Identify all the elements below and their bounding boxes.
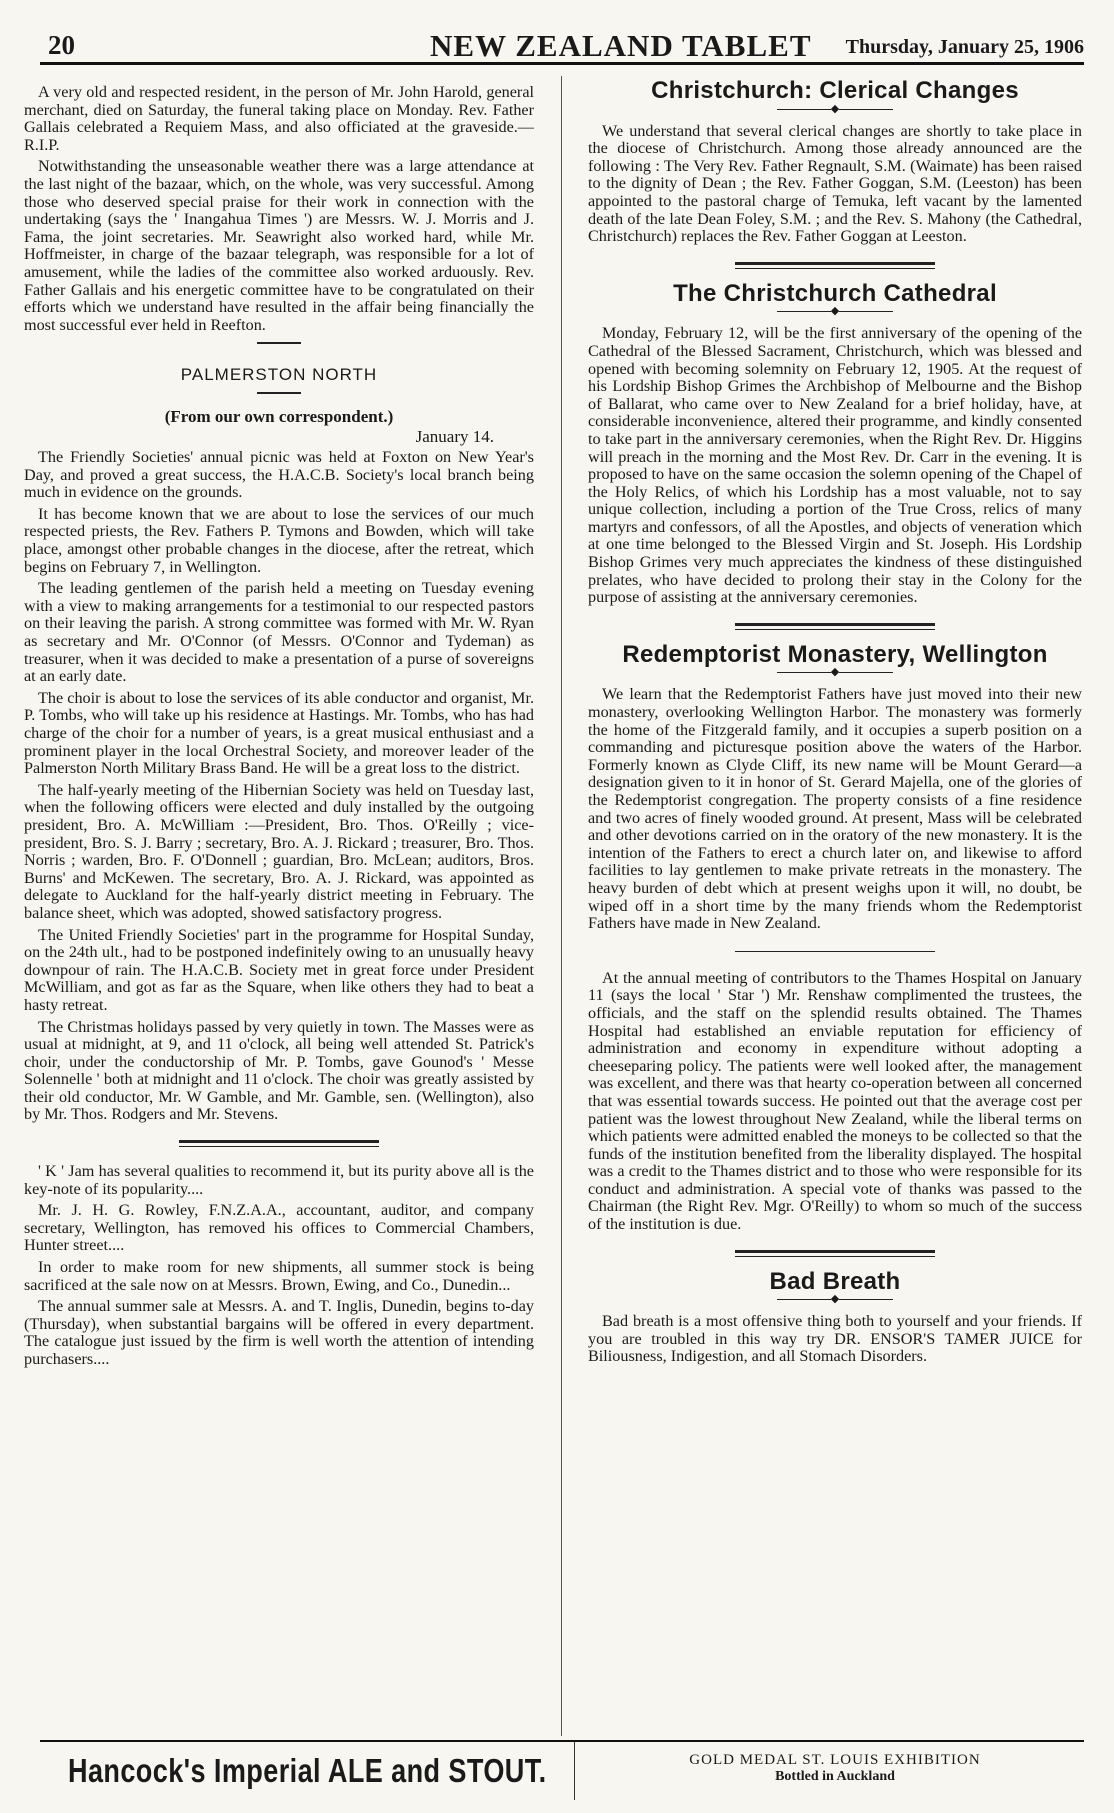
heading-underline bbox=[257, 392, 301, 394]
correspondent-byline: (From our own correspondent.) bbox=[164, 406, 394, 426]
cathedral-heading: The Christchurch Cathedral bbox=[673, 279, 997, 307]
newspaper-title: NEW ZEALAND TABLET bbox=[430, 28, 812, 63]
gold-medal-advert bbox=[600, 1752, 1070, 1785]
notice-paragraph: ' K ' Jam has several qualities to recommend it, but its purity above all is the key-note of its popularity.... bbox=[24, 1162, 534, 1198]
double-rule-divider bbox=[735, 623, 935, 630]
footer-divider bbox=[574, 1742, 575, 1800]
harold-paragraph: A very old and respected resident, in the person of Mr. John Harold, general merchant, died on Saturday, the funeral taking place on Monday. Rev. Father Gallais celebrated a Requiem Mass, and also officiated at the graveside.—R.I.P. bbox=[24, 83, 534, 154]
double-rule-divider bbox=[735, 262, 935, 269]
advert-line: Bottled in Auckland bbox=[775, 1769, 895, 1784]
article-paragraph: Monday, February 12, will be the first anniversary of the opening of the Cathedral of the Blessed Sacrament, Christchurch, which was blessed and opened with becoming solemnity on February 12, 1905. At the request of his Lordship Bishop Grimes the Archbishop of Melbourne and the Bishop of Ballarat, who came over to New Zealand for a brief holiday, have, at considerable inconvenience, altered their programme, and kindly consented to take part in the anniversary ceremonies, when the Right Rev. Dr. Higgins will preach in the morning and the Most Rev. Dr. Carr in the evening. It is proposed to have on the same occasion the solemn opening of the Chapel of the Holy Relics, of which his Lordship has a most valuable, not to say unique collection, including a portion of the True Cross, relics of many martyrs and confessors, of all the Apostles, and objects of veneration which at one time belonged to the Blessed Virgin and St. Joseph. His Lordship Bishop Grimes very much appreciates the kindness of these distinguished prelates, who have decided to prolong their stay in the Colony for the purpose of assisting at the anniversary ceremonies. bbox=[588, 324, 1082, 607]
section-divider bbox=[735, 951, 935, 952]
double-rule-divider bbox=[179, 1140, 379, 1147]
article-paragraph: The Friendly Societies' annual picnic was held at Foxton on New Year's Day, and proved a great success, the H.A.C.B. Society's local branch being much in evidence on the grounds. bbox=[24, 448, 534, 502]
notice-paragraph: Mr. J. H. G. Rowley, F.N.Z.A.A., accountant, auditor, and company secretary, Wellington, has removed his offices to Commercial Chambers, Hunter street.... bbox=[24, 1201, 534, 1255]
diamond-ornament: ◆ bbox=[588, 104, 1082, 115]
section-divider bbox=[257, 342, 301, 344]
article-paragraph: It has become known that we are about to lose the services of our much respected priests, the Rev. Fathers P. Tymons and Bowden, which will take place, amongst other probable changes in the diocese, after the retreat, which begins on February 7, in Wellington. bbox=[24, 504, 534, 576]
article-paragraph: The leading gentlemen of the parish held a meeting on Tuesday evening with a view to making arrangements for a testimonial to our respected pastors on their leaving the parish. A strong committee was formed with Mr. W. Ryan as secretary and Mr. O'Connor (of Messrs. O'Connor and Tydeman) as treasurer, when it was decided to make a presentation of a purse of sovereigns at an early date. bbox=[24, 579, 534, 686]
notice-paragraph: In order to make room for new shipments, all summer stock is being sacrificed at the sale now on at Messrs. Brown, Ewing, and Co., Dunedin... bbox=[24, 1258, 534, 1294]
left-column bbox=[24, 84, 534, 1373]
article-paragraph: The half-yearly meeting of the Hibernian Society was held on Tuesday last, when the following officers were elected and duly installed by the outgoing president, Bro. A. McWilliam :—President, Bro. Thos. O'Reilly ; vice-president, Bro. S. J. Barry ; secretary, Bro. A. J. Rickard ; treasurer, Bro. Thos. Norris ; warden, Bro. F. O'Donnell ; guardian, Bro. McLean; auditors, Bros. Burns' and McKewen. The secretary, Bro. A. J. Rickard, was appointed as delegate to Auckland for the half-yearly district meeting in February. The balance sheet, which was adopted, showed satisfactory progress. bbox=[24, 780, 534, 922]
advert-line: GOLD MEDAL ST. LOUIS EXHIBITION bbox=[689, 1752, 981, 1768]
column-divider bbox=[561, 76, 562, 1736]
double-rule-divider bbox=[735, 1250, 935, 1257]
redemptorist-heading: Redemptorist Monastery, Wellington bbox=[622, 640, 1048, 668]
article-paragraph: The Christmas holidays passed by very quietly in town. The Masses were as usual at midnight, at 9, and 11 o'clock, all being well attended St. Patrick's choir, under the conductorship of Mr. P. Tombs, gave Gounod's ' Messe Solennelle ' both at midnight and 11 o'clock. The choir was greatly assisted by their old conductor, Mr. W Gamble, and Mr. Gamble, sen. (Wellington), also by Mr. Thos. Rodgers and Mr. Stevens. bbox=[24, 1017, 534, 1124]
diamond-ornament: ◆ bbox=[588, 306, 1082, 317]
article-paragraph: We understand that several clerical changes are shortly to take place in the diocese of Christchurch. Among those already announced are the following : The Very Rev. Father Regnault, S.M. (Waimate) has been raised to the dignity of Dean ; the Rev. Father Goggan, S.M. (Leeston) has been appointed to the pastoral charge of Temuka, left vacant by the lamented death of the late Dean Foley, S.M. ; and the Rev. S. Mahony (the Cathedral, Christchurch) replaces the Rev. Father Goggan at Leeston. bbox=[588, 121, 1082, 246]
page-number: 20 bbox=[48, 30, 75, 60]
article-paragraph: The choir is about to lose the services of its able conductor and organist, Mr. P. Tombs, who will take up his residence at Hastings. Mr. Tombs, who has had charge of the choir for a number of years, is a great musical enthusiast and a prominent player in the local Orchestral Society, and moreover leader of the Palmerston North Military Brass Band. He will be a great loss to the district. bbox=[24, 688, 534, 778]
notice-paragraph: The annual summer sale at Messrs. A. and T. Inglis, Dunedin, begins to-day (Thursday), when substantial bargains will be offered in every department. The catalogue just issued by the firm is well worth the attention of intending purchasers.... bbox=[24, 1297, 534, 1368]
issue-date: Thursday, January 25, 1906 bbox=[845, 36, 1084, 58]
diamond-ornament: ◆ bbox=[588, 1294, 1082, 1305]
article-paragraph: At the annual meeting of contributors to the Thames Hospital on January 11 (says the local ' Star ') Mr. Renshaw complimented the trustees, the officials, and the staff on the splendid results obtained. The Thames Hospital had established an enviable reputation for efficiency of administration and economy in expenditure without adopting a cheeseparing policy. The patients were well looked after, the management was excellent, and there was that hearty co-operation between all concerned that was essential towards success. He pointed out that the average cost per patient was the lowest throughout New Zealand, while the liberal terms on which patients were admitted enabled the moneys to be collected so that the funds of the institution benefited from the liberality displayed. The hospital was a credit to the Thames district and to those who were responsible for its conduct and administration. A special vote of thanks was passed to the Chairman (the Right Rev. Mgr. O'Reilly) to whom so much of the success of the institution is due. bbox=[588, 968, 1082, 1234]
right-column bbox=[588, 77, 1082, 1370]
dateline: January 14. bbox=[415, 426, 494, 446]
article-paragraph: We learn that the Redemptorist Fathers have just moved into their new monastery, overlooking Wellington Harbor. The monastery was formerly the home of the Fitzgerald family, and it occupies a superb position on a commanding and picturesque position above the waters of the Harbor. Formerly known as Clyde Cliff, its new name will be Mount Gerard—a designation given to it in honor of St. Gerard Majella, one of the glories of the Redemptorist congregation. The property consists of a fine residence and two acres of finely wooded ground. At present, Mass will be celebrated and other devotions carried on in the oratory of the new monastery. It is the intention of the Fathers to erect a church later on, and likewise to afford facilities to lay gentlemen to make private retreats in the monastery. The heavy burden of debt which at present weighs upon it will, no doubt, be wiped off in a short time by the many friends whom the Redemptorist Fathers have made in New Zealand. bbox=[588, 685, 1082, 933]
bazaar-paragraph: Notwithstanding the unseasonable weather there was a large attendance at the last night of the bazaar, which, on the whole, was very successful. Among those who deserved special praise for their work in connection with the undertaking (says the ' Inangahua Times ') are Messrs. W. J. Morris and J. Fama, the joint secretaries. Mr. Seawright also worked hard, while Mr. Hoffmeister, in charge of the bazaar telegraph, was responsible for a lot of amusement, while the ladies of the committee also worked arduously. Rev. Father Gallais and his energetic committee have to be congratulated on their efforts which we understand have resulted in the affair being financially the most successful ever held in Reefton. bbox=[24, 157, 534, 334]
advert-paragraph: Bad breath is a most offensive thing both to yourself and your friends. If you are troubled in this way try DR. ENSOR'S TAMER JUICE for Biliousness, Indigestion, and all Stomach Disorders. bbox=[588, 1312, 1082, 1366]
hancocks-ale-advert: Hancock's Imperial ALE and STOUT. bbox=[68, 1752, 547, 1789]
page-header bbox=[40, 28, 1084, 65]
christchurch-clerical-heading: Christchurch: Clerical Changes bbox=[651, 77, 1019, 104]
palmerston-north-heading: PALMERSTON NORTH bbox=[180, 365, 378, 385]
bad-breath-heading: Bad Breath bbox=[769, 1267, 901, 1295]
footer-rule bbox=[40, 1740, 1084, 1742]
diamond-ornament: ◆ bbox=[588, 667, 1082, 678]
article-paragraph: The United Friendly Societies' part in the programme for Hospital Sunday, on the 24th ult., had to be postponed indefinitely owing to an unusually heavy downpour of rain. The H.A.C.B. Society met in great force under President McWilliam, and got as far as the Square, when like others they had to beat a hasty retreat. bbox=[24, 925, 534, 1014]
